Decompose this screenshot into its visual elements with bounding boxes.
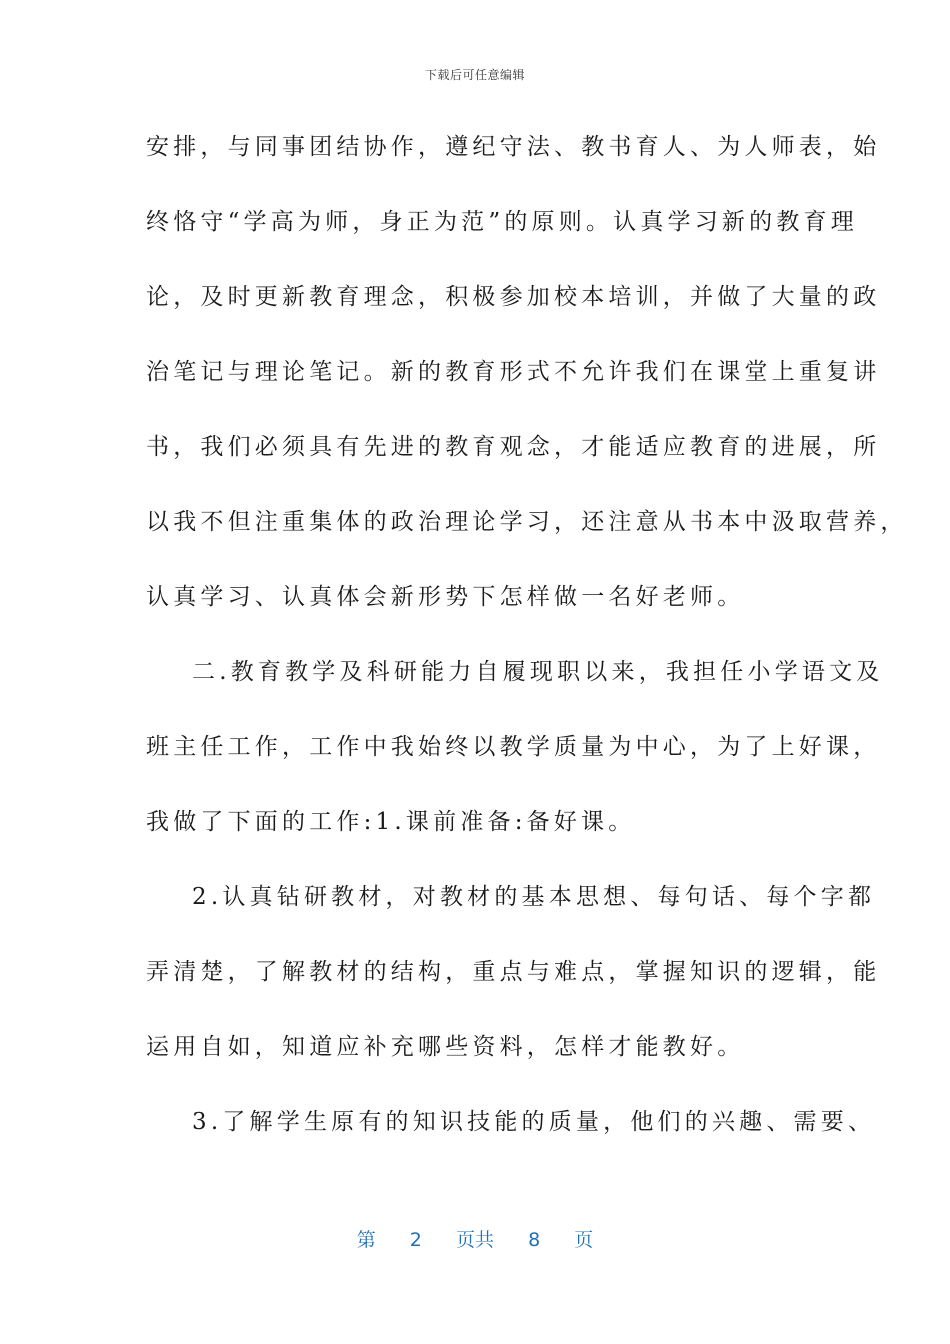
page-header: 下载后可任意编辑: [424, 68, 525, 82]
text-line: 论，及时更新教育理念，积极参加校本培训，并做了大量的政: [146, 284, 881, 310]
text-line: 弄清楚，了解教材的结构，重点与难点，掌握知识的逻辑，能: [146, 959, 881, 985]
footer-prefix: 第: [356, 1229, 376, 1251]
footer-middle: 页共: [455, 1229, 494, 1251]
current-page-number: 2: [409, 1229, 422, 1251]
text-line: 运用自如，知道应补充哪些资料，怎样才能教好。: [146, 1034, 745, 1060]
text-line: 我做了下面的工作:1.课前准备:备好课。: [146, 809, 636, 835]
text-line: 治笔记与理论笔记。新的教育形式不允许我们在课堂上重复讲: [146, 359, 881, 385]
paragraph-start-line: 2.认真钻研教材，对教材的基本思想、每句话、每个字都: [192, 884, 876, 910]
text-line: 安排，与同事团结协作，遵纪守法、教书育人、为人师表，始: [146, 134, 881, 160]
text-line: 班主任工作，工作中我始终以教学质量为中心，为了上好课，: [146, 734, 881, 760]
paragraph-start-line: 3.了解学生原有的知识技能的质量，他们的兴趣、需要、: [192, 1109, 876, 1135]
text-line: 以我不但注重集体的政治理论学习，还注意从书本中汲取营养，: [146, 509, 908, 535]
paragraph-start-line: 二.教育教学及科研能力自履现职以来，我担任小学语文及: [192, 659, 884, 685]
footer-suffix: 页: [574, 1229, 594, 1251]
document-body: [146, 124, 908, 1174]
text-line: 书，我们必须具有先进的教育观念，才能适应教育的进展，所: [146, 434, 881, 460]
text-line: 认真学习、认真体会新形势下怎样做一名好老师。: [146, 584, 745, 610]
page-footer: [0, 1225, 950, 1252]
total-page-number: 8: [528, 1229, 541, 1251]
text-line: 终恪守“学高为师，身正为范”的原则。认真学习新的教育理: [146, 209, 858, 235]
